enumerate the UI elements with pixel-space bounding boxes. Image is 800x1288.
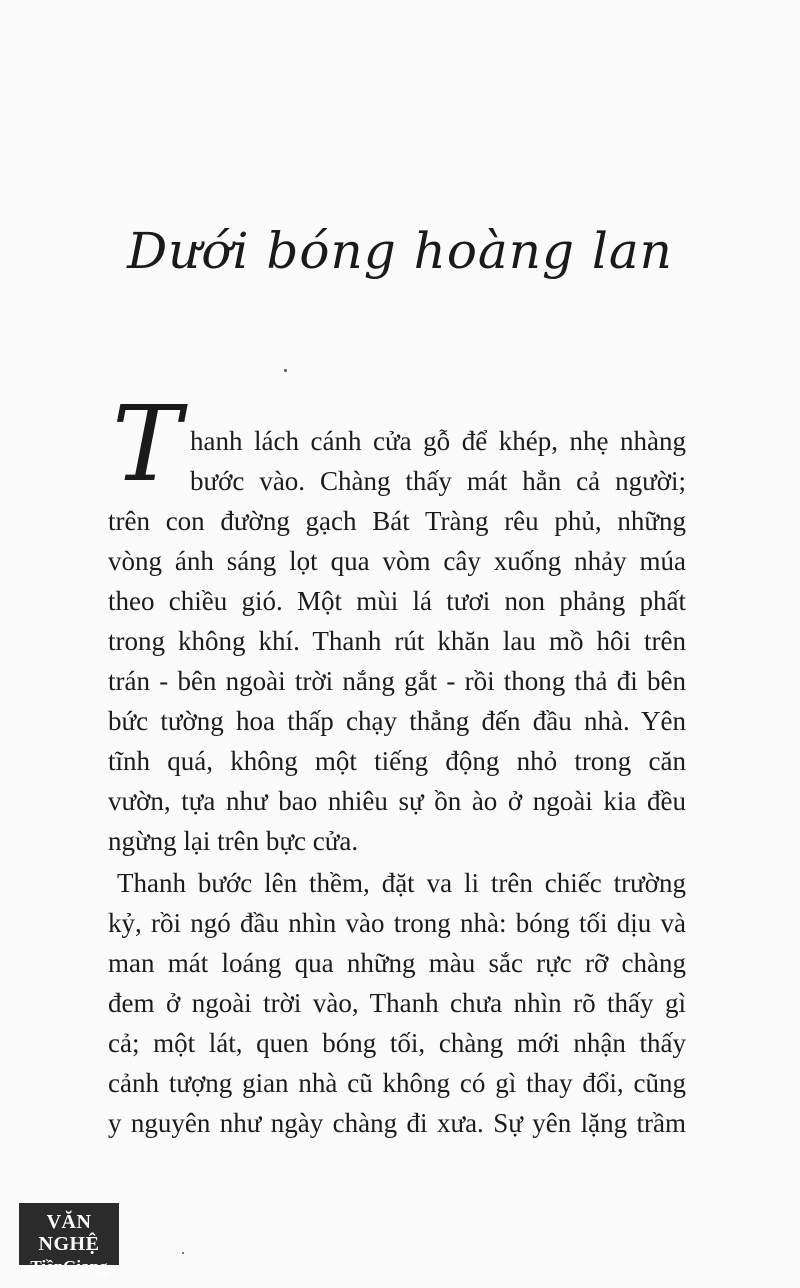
paragraph-line: hanh lách cánh cửa gỗ để khép, nhẹ nhàng [190, 426, 686, 456]
paragraph-line: Thanh bước lên thềm, đặt va li trên chiếc trường [117, 868, 686, 898]
watermark-logo [19, 1203, 119, 1276]
paragraph-line: y nguyên như ngày chàng đi xưa. Sự yên lặng trầm [108, 1108, 686, 1138]
paragraph-line: man mát loáng qua những màu sắc rực rỡ chàng [108, 948, 686, 978]
drop-cap: T [112, 383, 182, 505]
paragraph-line: trong không khí. Thanh rút khăn lau mồ hôi trên [108, 626, 686, 656]
paragraph-line: kỷ, rồi ngó đầu nhìn vào trong nhà: bóng tối dịu và [108, 908, 686, 938]
paragraph-line: vườn, tựa như bao nhiêu sự ồn ào ở ngoài kia đều [108, 786, 686, 816]
page-mark [182, 1252, 184, 1254]
watermark-line-2: TiềnGiang [30, 1257, 108, 1276]
watermark-line-1: VĂN NGHỆ [38, 1211, 100, 1255]
paragraph-line: cả; một lát, quen bóng tối, chàng mới nhận thấy [108, 1028, 686, 1058]
paragraph-line: trán - bên ngoài trời nắng gắt - rồi thong thả đi bên [108, 666, 686, 696]
paragraph-line: theo chiều gió. Một mùi lá tươi non phảng phất [108, 586, 686, 616]
paragraph-line: ngừng lại trên bực cửa. [108, 826, 359, 856]
chapter-title: Dưới bóng hoàng lan [127, 222, 673, 280]
paragraph-line: bước vào. Chàng thấy mát hẳn cả người; [190, 466, 686, 496]
ornament-dot [284, 369, 287, 372]
paragraph-line: đem ở ngoài trời vào, Thanh chưa nhìn rõ thấy gì [108, 988, 686, 1018]
paragraph-line: trên con đường gạch Bát Tràng rêu phủ, những [108, 506, 686, 536]
paragraph-line: bức tường hoa thấp chạy thẳng đến đầu nhà. Yên [108, 706, 686, 736]
paragraph-line: tĩnh quá, không một tiếng động nhỏ trong căn [108, 746, 686, 776]
paragraph-line: vòng ánh sáng lọt qua vòm cây xuống nhảy múa [108, 546, 686, 576]
paragraph-line: cảnh tượng gian nhà cũ không có gì thay đổi, cũng [108, 1068, 686, 1098]
